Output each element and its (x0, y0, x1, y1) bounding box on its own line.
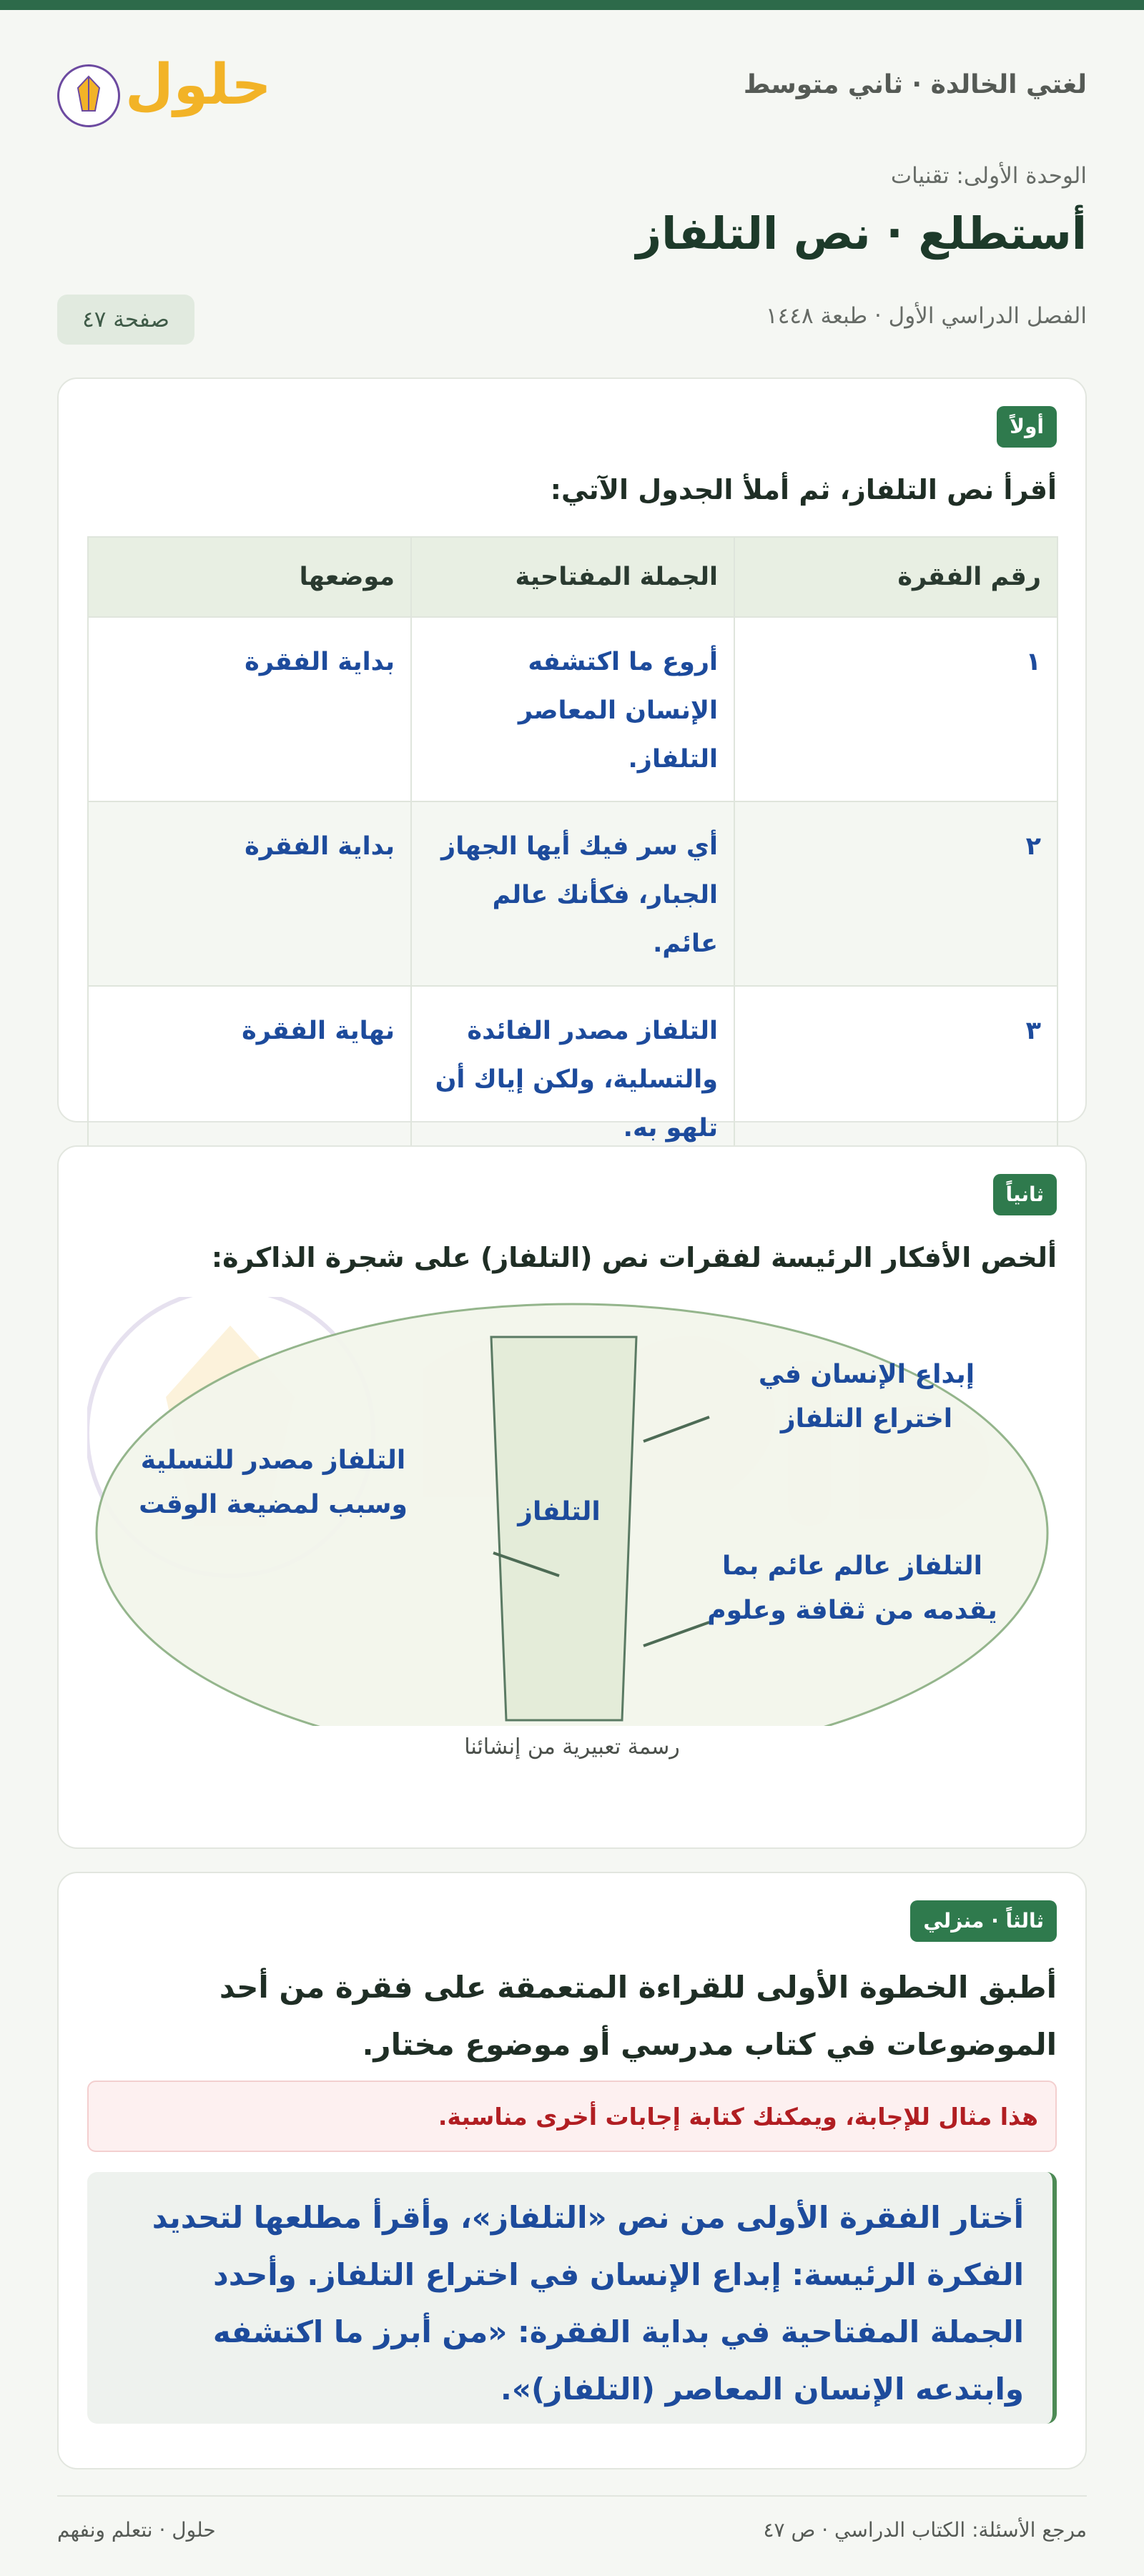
example-answer-note: هذا مثال للإجابة، ويمكنك كتابة إجابات أخرى مناسبة. (87, 2081, 1057, 2152)
memory-tree-diagram (87, 1297, 1057, 1760)
section-badge: ثالثاً · منزلي (910, 1900, 1057, 1942)
sentence-position: بداية الفقرة (88, 617, 411, 801)
section-badge: ثانياً (993, 1174, 1057, 1215)
diagram-caption: رسمة تعبيرية من إنشائنا (464, 1734, 680, 1760)
table-row (88, 617, 1057, 801)
model-answer: أختار الفقرة الأولى من نص «التلفاز»، وأقرأ مطلعها لتحديد الفكرة الرئيسة: إبداع الإنسان في اختراع التلفاز. وأحدد الجملة المفتاحية في بداية الفقرة: «من أبرز ما اكتشفه وابتدعه الإنسان المعاصر (التلفاز)». (87, 2172, 1057, 2424)
column-header: الجملة المفتاحية (411, 537, 734, 617)
semester-edition: الفصل الدراسي الأول · طبعة ١٤٤٨ (766, 303, 1087, 329)
column-header: موضعها (88, 537, 411, 617)
trunk-label: التلفاز (518, 1497, 601, 1526)
key-sentence: أي سر فيك أيها الجهاز الجبار، فكأنك عالم عائم. (411, 801, 734, 986)
section-question: ألخص الأفكار الرئيسة لفقرات نص (التلفاز) على شجرة الذاكرة: (211, 1242, 1057, 1273)
key-sentences-table (87, 536, 1058, 1171)
page-header (57, 44, 1087, 144)
logo-wordmark: حلول (125, 53, 272, 117)
sentence-position: بداية الفقرة (88, 801, 411, 986)
key-sentence: أروع ما اكتشفه الإنسان المعاصر التلفاز. (411, 617, 734, 801)
footer-reference: مرجع الأسئلة: الكتاب الدراسي · ص ٤٧ (763, 2518, 1087, 2542)
branch-label-top-right: إبداع الإنسان في اختراع التلفاز (758, 1360, 975, 1433)
footer-divider (57, 2495, 1087, 2497)
section-second-card (57, 1145, 1087, 1849)
book-logo-icon (57, 64, 120, 127)
section-question: أطبق الخطوة الأولى للقراءة المتعمقة على فقرة من أحد الموضوعات في كتاب مدرسي أو موضوع مختار. (219, 1970, 1057, 2062)
branch-label-left: التلفاز مصدر للتسلية وسبب لمضيعة الوقت (139, 1446, 408, 1519)
paragraph-number: ١ (734, 617, 1057, 801)
footer-brand: حلول · نتعلم ونفهم (57, 2518, 216, 2542)
column-header: رقم الفقرة (734, 537, 1057, 617)
table-row (88, 986, 1057, 1170)
section-question: أقرأ نص التلفاز، ثم أملأ الجدول الآتي: (550, 474, 1057, 505)
section-first-card (57, 377, 1087, 1143)
unit-label: الوحدة الأولى: تقنيات (890, 163, 1087, 189)
paragraph-number: ٣ (734, 986, 1057, 1170)
book-title: لغتي الخالدة · ثاني متوسط (743, 70, 1087, 99)
page-title: أستطلع · نص التلفاز (636, 207, 1087, 260)
section-badge: أولاً (997, 406, 1057, 448)
sentence-position: نهاية الفقرة (88, 986, 411, 1170)
top-accent-bar (0, 0, 1144, 10)
section-third-card (57, 1872, 1087, 2469)
table-header-row (88, 537, 1057, 617)
key-sentence: التلفاز مصدر الفائدة والتسلية، ولكن إياك أن تلهو به. (411, 986, 734, 1170)
branch-label-bottom-right: التلفاز عالم عائم بما يقدمه من ثقافة وعلوم (707, 1551, 997, 1625)
paragraph-number: ٢ (734, 801, 1057, 986)
page-number-chip: صفحة ٤٧ (57, 295, 194, 345)
site-logo[interactable] (57, 53, 272, 130)
table-row (88, 801, 1057, 986)
